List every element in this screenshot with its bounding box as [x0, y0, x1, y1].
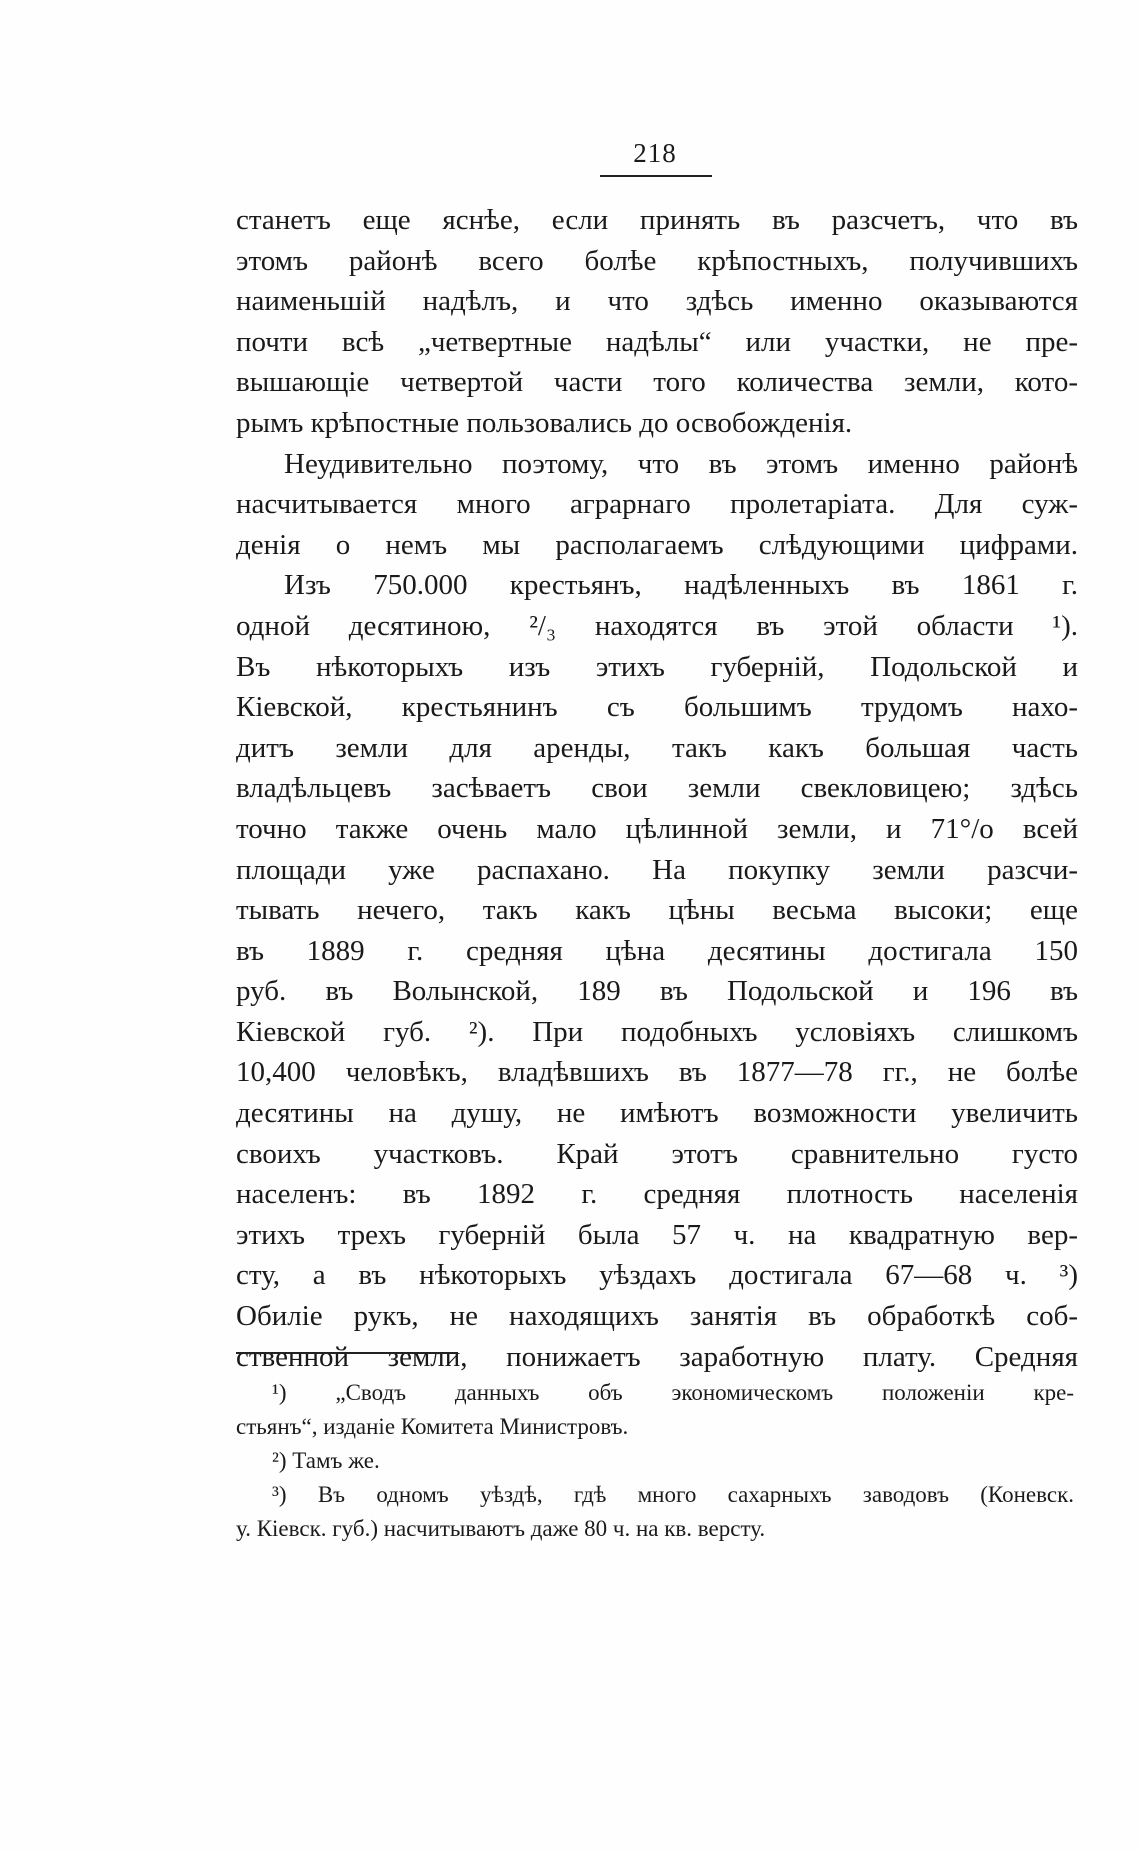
text-line: своихъ участковъ. Край этотъ сравнительно густо [236, 1137, 1078, 1170]
text-line: тывать нечего, такъ какъ цѣны весьма высоки; еще [236, 894, 1078, 927]
text-line: десятины на душу, не имѣютъ возможности увеличить [236, 1097, 1078, 1130]
paragraph-start-line: Изъ 750.000 крестьянъ, надѣленныхъ въ 1861 г. [284, 569, 1078, 602]
text-line: Обиліе рукъ, не находящихъ занятія въ обработкѣ соб- [236, 1300, 1078, 1333]
text-line: почти всѣ „четвертные надѣлы“ или участки, не пре- [236, 325, 1078, 358]
footnote-line: ²) Тамъ же. [272, 1448, 380, 1473]
text-line: владѣльцевъ засѣваетъ свои земли свекловицею; здѣсь [236, 772, 1078, 805]
paragraph-start-line: Неудивительно поэтому, что въ этомъ именно районѣ [284, 447, 1078, 480]
footnote-line: ¹) „Сводъ данныхъ объ экономическомъ положеніи кре- [272, 1380, 1074, 1405]
text-line: руб. въ Волынской, 189 въ Подольской и 196 въ [236, 975, 1078, 1008]
text-line: Въ нѣкоторыхъ изъ этихъ губерній, Подольской и [236, 650, 1078, 683]
text-line: ственной земли, понижаетъ заработную плату. Средняя [236, 1340, 1078, 1373]
text-line: Кіевской, крестьянинъ съ большимъ трудомъ нахо- [236, 691, 1078, 724]
text-line: площади уже распахано. На покупку земли разсчи- [236, 853, 1078, 886]
main-text [236, 200, 1078, 1377]
text-line: населенъ: въ 1892 г. средняя плотность населенія [236, 1178, 1078, 1211]
footnote-line: ³) Въ одномъ уѣздѣ, гдѣ много сахарныхъ заводовъ (Коневск. [272, 1482, 1074, 1507]
text-line: сту, а въ нѣкоторыхъ уѣздахъ достигала 67—68 ч. ³) [236, 1259, 1078, 1292]
text-line: этомъ районѣ всего болѣе крѣпостныхъ, получившихъ [236, 244, 1078, 277]
page-number: 218 [633, 138, 677, 168]
text-line: наименьшій надѣлъ, и что здѣсь именно оказываются [236, 285, 1078, 318]
text-line: денія о немъ мы располагаемъ слѣдующими цифрами. [236, 528, 1078, 561]
text-line: Кіевской губ. ²). При подобныхъ условіяхъ слишкомъ [236, 1015, 1078, 1048]
text-line: станетъ еще яснѣе, если принять въ разсчетъ, что въ [236, 204, 1078, 236]
text-line: одной десятиною, ²/₃ находятся въ этой области ¹). [236, 609, 1078, 642]
footnote-separator [236, 1352, 458, 1354]
text-line: дитъ земли для аренды, такъ какъ большая часть [236, 731, 1078, 764]
text-line: насчитывается много аграрнаго пролетаріата. Для суж- [236, 488, 1078, 521]
footnotes [236, 1376, 1074, 1546]
text-line: рымъ крѣпостные пользовались до освобожденія. [236, 406, 853, 439]
text-line: точно также очень мало цѣлинной земли, и 71°/о всей [236, 812, 1078, 845]
text-line: этихъ трехъ губерній была 57 ч. на квадратную вер- [236, 1218, 1078, 1251]
text-line: въ 1889 г. средняя цѣна десятины достигала 150 [236, 934, 1078, 967]
page-number-underline [600, 175, 712, 177]
footnote-line: у. Кіевск. губ.) насчитываютъ даже 80 ч. на кв. версту. [236, 1516, 766, 1541]
text-line: 10,400 человѣкъ, владѣвшихъ въ 1877—78 гг., не болѣе [236, 1056, 1078, 1089]
text-line: вышающіе четвертой части того количества земли, кото- [236, 366, 1078, 399]
footnote-line: стьянъ“, изданіе Комитета Министровъ. [236, 1414, 629, 1439]
